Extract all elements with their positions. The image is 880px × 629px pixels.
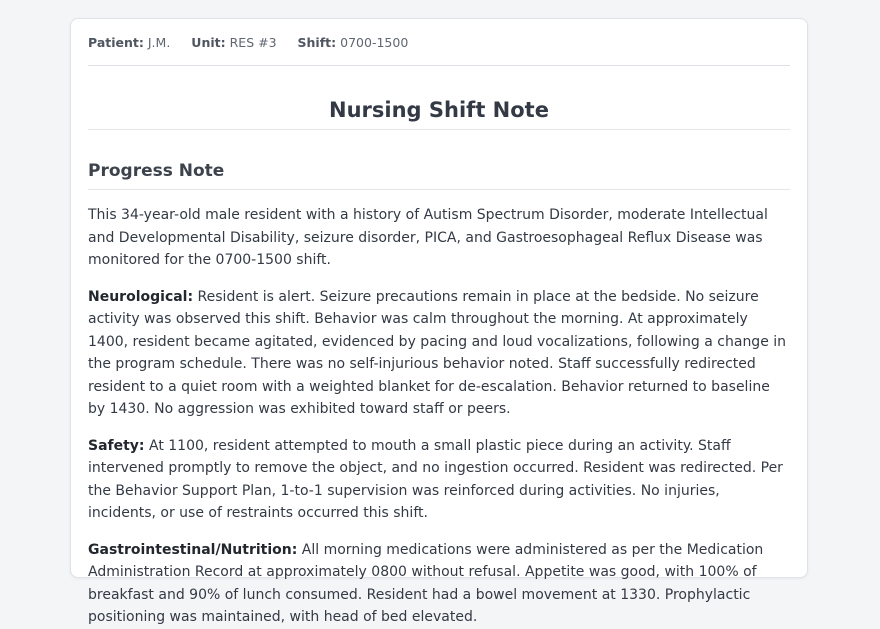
unit-info bbox=[191, 35, 276, 50]
section-heading: Progress Note bbox=[88, 130, 790, 190]
note-card bbox=[70, 18, 808, 625]
patient-info-bar bbox=[88, 19, 790, 66]
neurological-text: Resident is alert. Seizure precautions remain in place at the bedside. No seizure activity was observed this shift. Behavior was calm throughout the morning. At approximately 1400, resident became agitated, evidenced by pacing and loud vocalizations, following a change in the program schedule. There was no self-injurious behavior noted. Staff successfully redirected resident to a quiet room with a weighted blanket for de-escalation. Behavior returned to baseline by 1430. No aggression was exhibited toward staff or peers. bbox=[88, 288, 787, 417]
shift-value: 0700-1500 bbox=[340, 35, 409, 50]
patient-info bbox=[88, 35, 170, 50]
patient-value: J.M. bbox=[147, 35, 171, 50]
patient-label: Patient: bbox=[88, 35, 144, 50]
safety-label: Safety: bbox=[88, 437, 145, 454]
unit-label: Unit: bbox=[191, 35, 226, 50]
safety-text: At 1100, resident attempted to mouth a small plastic piece during an activity. Staff intervened promptly to remove the object, and no ingestion occurred. Resident was redirected. Per the Behavior Support Plan, 1-to-1 supervision was reinforced during activities. No injuries, incidents, or use of restraints occurred this shift. bbox=[88, 437, 783, 521]
gi-nutrition-label: Gastrointestinal/Nutrition: bbox=[88, 541, 298, 558]
safety-paragraph bbox=[88, 435, 790, 525]
shift-info bbox=[298, 35, 409, 50]
shift-label: Shift: bbox=[297, 35, 337, 50]
unit-value: RES #3 bbox=[229, 35, 277, 50]
neurological-paragraph bbox=[88, 286, 790, 421]
intro-paragraph: This 34-year-old male resident with a history of Autism Spectrum Disorder, moderate Intellectual and Developmental Disability, seizure disorder, PICA, and Gastroesophageal Reflux Disease was monitored for the 0700-1500 shift. bbox=[88, 207, 768, 268]
gi-nutrition-paragraph bbox=[88, 539, 790, 629]
neurological-label: Neurological: bbox=[88, 288, 194, 305]
gi-nutrition-text: All morning medications were administered as per the Medication Administration Record at approximately 0800 without refusal. Appetite was good, with 100% of breakfast and 90% of lunch consumed. Resident had a bowel movement at 1330. Prophylactic positioning was maintained, with head of bed elevated. bbox=[88, 541, 764, 625]
document-title: Nursing Shift Note bbox=[88, 66, 790, 130]
